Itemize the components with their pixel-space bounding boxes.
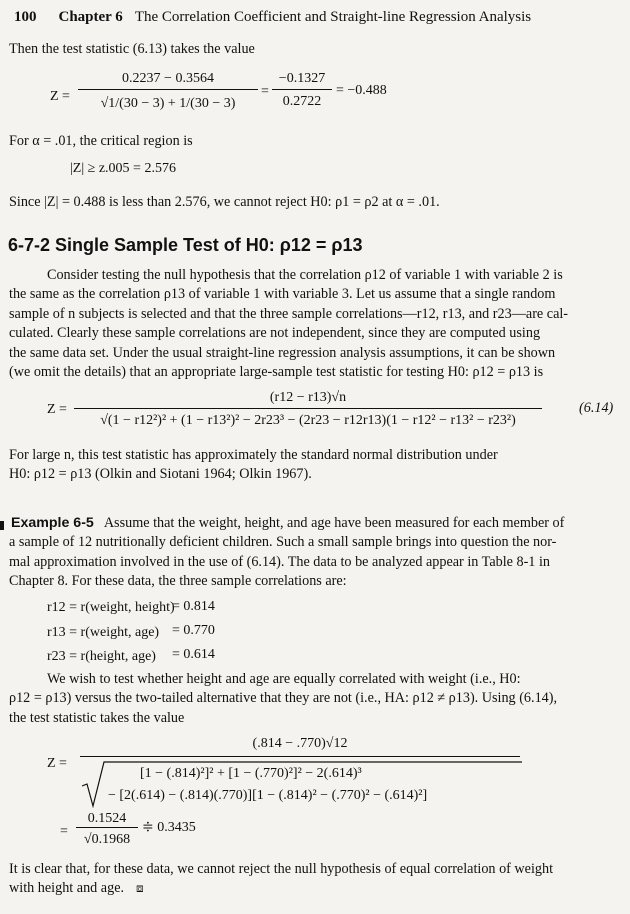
eq3-lhs: Z = [47, 402, 67, 417]
end-of-example-icon: ⧈ [136, 881, 144, 896]
section-heading: 6-7-2 Single Sample Test of H0: ρ12 = ρ13 [8, 235, 363, 255]
text-line: a sample of 12 nutritionally deficient children. Such a small sample brings into question the nor- [9, 534, 557, 551]
eq4-lhs: Z = [47, 756, 67, 771]
chapter-title: The Correlation Coefficient and Straight-line Regression Analysis [134, 9, 532, 25]
example-paragraph [9, 514, 617, 592]
corr-r13-lhs: r13 = r(weight, age) [47, 625, 160, 640]
text-line: H0: ρ12 = ρ13 (Olkin and Siotani 1964; Olkin 1967). [9, 466, 312, 483]
eq4-denominator-2: √0.1968 [83, 832, 131, 847]
text-line: with height and age. [9, 880, 125, 897]
page-number: 100 [14, 9, 37, 25]
eq3-fraction-bar [74, 408, 542, 409]
eq4-result: ≑ 0.3435 [142, 820, 196, 835]
text-line: Chapter 8. For these data, the three sample correlations are: [9, 573, 347, 590]
paragraph-hypothesis [9, 670, 617, 728]
text-line: the same data set. Under the usual straight-line regression analysis assumptions, it can be shown [9, 344, 556, 361]
text-line: the test statistic takes the value [9, 709, 185, 726]
example-label: Example 6-5 [11, 515, 94, 531]
text-line: culated. Clearly these sample correlations are not independent, since they are computed using [9, 325, 541, 342]
eq4-denominator-line-2: − [2(.614) − (.814)(.770)][1 − (.814)² − (.770)² − (.614)²] [108, 788, 428, 803]
eq1-result: = −0.488 [336, 83, 387, 98]
eq3-numerator: (r12 − r13)√n [269, 390, 347, 405]
eq4-equals: = [60, 824, 68, 839]
text-line: mal approximation involved in the use of (6.14). The data to be analyzed appear in Table 8-1 in [9, 553, 550, 570]
paragraph-test [9, 266, 617, 382]
critical-region-eq: |Z| ≥ z.005 = 2.576 [70, 161, 176, 176]
eq1-denominator: √1/(30 − 3) + 1/(30 − 3) [100, 96, 236, 111]
critical-region-line: For α = .01, the critical region is [9, 133, 193, 149]
eq4-denominator-line-1: [1 − (.814)²]² + [1 − (.770)²]² − 2(.614)³ [140, 766, 362, 781]
eq4-fraction-bar-2 [76, 827, 138, 828]
equation-number: (6.14) [579, 400, 614, 416]
eq1-denominator-2: 0.2722 [282, 94, 322, 109]
intro-line: Then the test statistic (6.13) takes the value [9, 41, 255, 57]
text-line: (we omit the details) that an appropriate large-sample test statistic for testing H0: ρ12 = ρ13 is [9, 364, 544, 381]
paragraph-conclusion [9, 860, 617, 899]
eq1-lhs: Z = [50, 89, 70, 104]
text-line: Consider testing the null hypothesis that the correlation ρ12 of variable 1 with variable 2 is [47, 267, 563, 283]
text-line: For large n, this test statistic has approximately the standard normal distribution under [9, 447, 498, 463]
text-line: the same as the correlation ρ13 of variable 1 with variable 3. Let us assume that a single random [9, 286, 556, 303]
eq4-fraction-bar [80, 756, 520, 757]
text-line: It is clear that, for these data, we cannot reject the null hypothesis of equal correlation of weight [9, 861, 554, 877]
chapter-label: Chapter 6 [58, 9, 123, 25]
running-header [14, 8, 531, 27]
text-line: We wish to test whether height and age are equally correlated with weight (i.e., H0: [47, 671, 521, 687]
paragraph-distribution [9, 446, 617, 485]
text-line: sample of n subjects is selected and that the three sample correlations—r12, r13, and r23—are cal- [9, 305, 569, 322]
eq1-numerator-2: −0.1327 [278, 71, 326, 86]
eq3-denominator: √(1 − r12²)² + (1 − r13²)² − 2r23³ − (2r23 − r12r13)(1 − r12² − r13² − r23²) [100, 413, 516, 428]
eq4-numerator-2: 0.1524 [87, 811, 127, 826]
margin-mark [0, 521, 4, 530]
text-line: Assume that the weight, height, and age have been measured for each member of [103, 515, 565, 531]
conclusion-line: Since |Z| = 0.488 is less than 2.576, we cannot reject H0: ρ1 = ρ2 at α = .01. [9, 194, 440, 210]
text-line: ρ12 = ρ13) versus the two-tailed alternative that they are not (i.e., HA: ρ12 ≠ ρ13). Using (6.14), [9, 690, 558, 707]
eq1-numerator: 0.2237 − 0.3564 [122, 71, 214, 86]
corr-r12-lhs: r12 = r(weight, height) [47, 600, 175, 615]
corr-r13-value: = 0.770 [172, 623, 215, 638]
corr-r23-lhs: r23 = r(height, age) [47, 649, 156, 664]
corr-r12-value: = 0.814 [172, 599, 215, 614]
eq4-numerator: (.814 − .770)√12 [252, 736, 348, 751]
eq1-fraction-bar-2 [272, 89, 332, 90]
eq1-equals: = [261, 84, 269, 99]
corr-r23-value: = 0.614 [172, 647, 215, 662]
eq1-fraction-bar [78, 89, 258, 90]
